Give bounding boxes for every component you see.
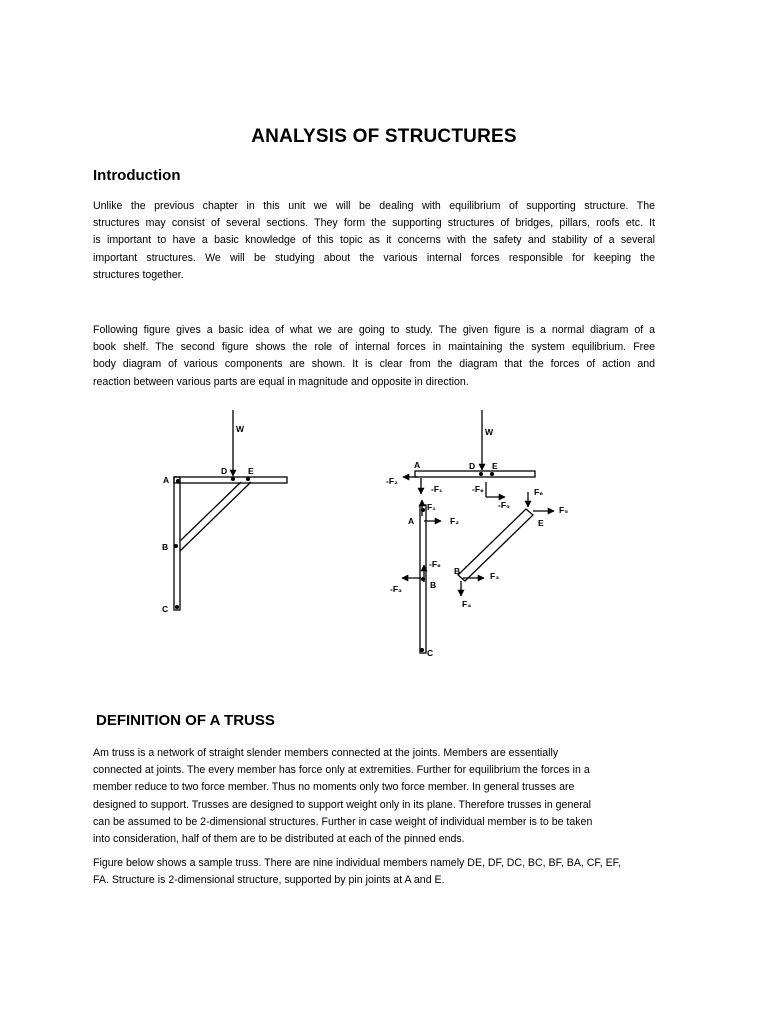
fbd-label-neg-f2: -F₂ [386,476,398,486]
fbd-label-neg-f3: -F₃ [390,584,402,594]
label-a: A [163,475,170,485]
text-line: FA. Structure is 2-dimensional structure, supported by pin joints at A and E. [93,874,445,887]
text-line: connected at joints. The every member has force only at extremities. Further for equilibrium the forces in a [93,764,590,777]
diagonal-brace-edge [180,482,251,551]
fbd-label-f6: F₆ [534,487,544,497]
fbd-label-e-right: E [538,518,544,528]
truss-heading: DEFINITION OF A TRUSS [96,712,275,729]
truss-paragraph-1 [93,745,655,848]
fbd-label-a-mid: A [408,516,415,526]
fbd-label-neg-f1: -F₁ [431,484,443,494]
text-line: structures together. [93,268,184,281]
fbd-label-d: D [469,461,476,471]
fbd-label-e-top: E [492,461,498,471]
text-line: into consideration, half of them are to be distributed at each of the pinned ends. [93,833,465,846]
text-line: book shelf. The second figure shows the role of internal forces in maintaining the system equilibrium. Free [93,341,655,354]
pin-a [177,480,180,483]
fbd-label-b-diag: B [454,566,461,576]
fbd-pin-e [491,473,494,476]
pin-d [232,478,235,481]
text-line: can be assumed to be 2-dimensional structures. Further in case weight of individual member is to be taken [93,815,593,828]
fbd-label-a-top: A [414,460,421,470]
label-c: C [162,604,169,614]
figure-free-body [402,410,554,653]
text-line: structures may consist of several sections. They form the supporting structures of bridges, pillars, roofs etc. It [93,217,655,230]
text-line: important structures. We will be studying about the various internal forces responsible for keeping the [93,251,655,264]
text-line: designed to support. Trusses are designed to support weight only in its plane. Therefore trusses in general [93,798,592,811]
text-line: body diagram of various components are shown. It is clear from the diagram that the forces of action and [93,358,655,371]
fbd-label-f1: F₁ [427,502,436,512]
text-line: reaction between various parts are equal in magnitude and opposite in direction. [93,375,469,388]
fbd-pin-d [480,473,483,476]
pin-b [175,545,178,548]
fbd-pin-b [422,578,425,581]
text-line: is important to have a basic knowledge of this topic as it concerns with the safety and stability of a several [93,234,655,247]
text-line: Following figure gives a basic idea of what we are going to study. The given figure is a normal diagram of a [93,324,655,336]
truss-paragraph-2 [93,855,655,889]
fbd-label-f2: F₂ [450,516,459,526]
pin-c [176,606,179,609]
fbd-pin-c [421,649,424,652]
shelf-board [174,477,287,483]
text-line: member reduce to two force member. Thus no moments only two force member. In general trusses are [93,781,575,794]
fbd-label-f4: F₄ [462,599,472,609]
fbd-label-b-left: B [430,580,437,590]
text-line: Am truss is a network of straight slender members connected at the joints. Members are essentially [93,747,559,759]
vertical-post [174,477,180,610]
label-b: B [162,542,169,552]
fbd-label-f3: F₃ [490,571,500,581]
pin-e [247,478,250,481]
fbd-shelf-board [415,471,535,477]
label-e: E [248,466,254,476]
diagonal-brace-edge [180,482,241,541]
fbd-pin-a [422,509,425,512]
figure-bookshelf [174,410,287,610]
text-line: Unlike the previous chapter in this unit we will be dealing with equilibrium of supporting structure. The [93,200,655,212]
fbd-label-f5: F₅ [559,505,569,515]
fbd-label-neg-f5: -F₅ [498,500,510,510]
fbd-label-c: C [427,648,434,658]
introduction-heading: Introduction [93,167,181,184]
fbd-label-neg-f6-mid: -F₆ [429,559,441,569]
text-line: Figure below shows a sample truss. There are nine individual members namely DE, DF, DC, BC, BF, BA, CF, EF, [93,857,621,869]
fbd-label-neg-f6-top: -F₆ [472,484,484,494]
label-d: D [221,466,228,476]
label-w: W [236,424,245,434]
page-title: ANALYSIS OF STRUCTURES [251,126,517,147]
fbd-label-w: W [485,427,494,437]
